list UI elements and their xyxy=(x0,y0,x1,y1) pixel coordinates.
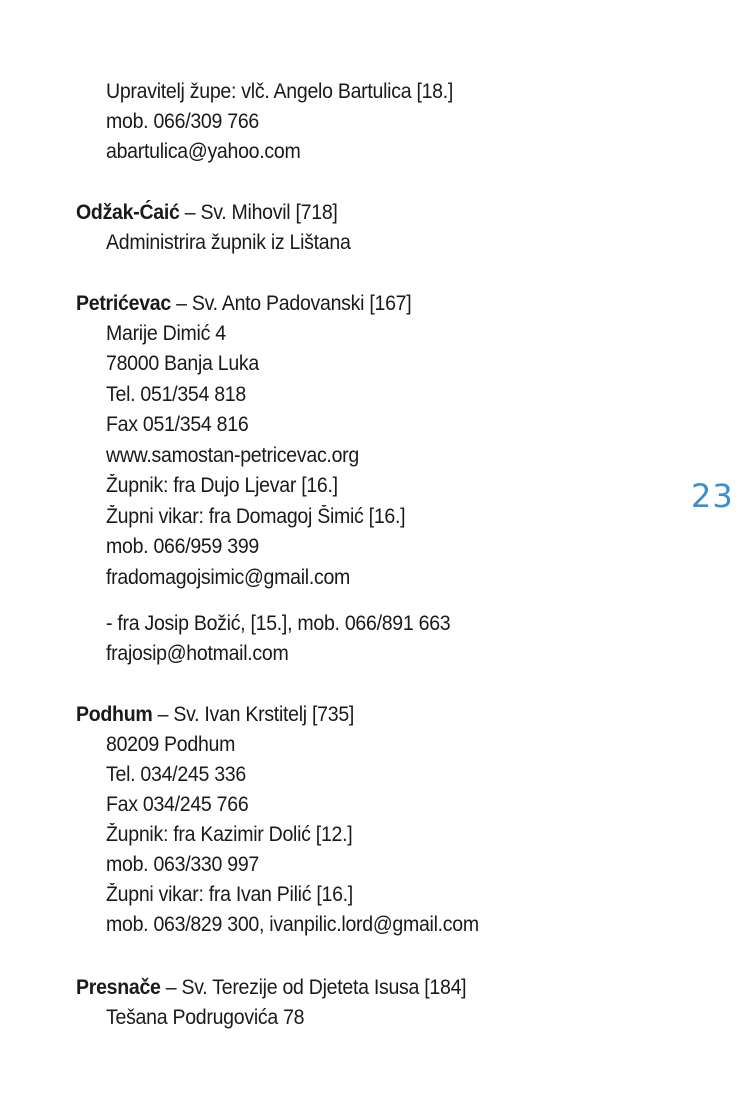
petricevac-fax: Fax 051/354 816 xyxy=(106,413,249,436)
parish-name: Petrićevac xyxy=(76,292,171,315)
petricevac-vicar: Župni vikar: fra Domagoj Šimić [16.] xyxy=(106,505,406,528)
petricevac-website: www.samostan-petricevac.org xyxy=(106,444,359,467)
page-number: 23 xyxy=(691,477,734,515)
parish-patron: – Sv. Mihovil [718] xyxy=(179,201,338,224)
parish-patron: – Sv. Ivan Krstitelj [735] xyxy=(152,703,355,726)
petricevac-friar-email: frajosip@hotmail.com xyxy=(106,642,289,665)
petricevac-city: 78000 Banja Luka xyxy=(106,352,259,375)
parish-name: Presnače xyxy=(76,976,161,999)
parish-heading-podhum xyxy=(76,702,354,728)
podhum-vicar-contact: mob. 063/829 300, ivanpilic.lord@gmail.com xyxy=(106,913,479,936)
parish-patron: – Sv. Terezije od Djeteta Isusa [184] xyxy=(160,976,467,999)
petricevac-phone: Tel. 051/354 818 xyxy=(106,383,246,406)
parish-heading-presnace xyxy=(76,975,466,1001)
podhum-pastor-mobile: mob. 063/330 997 xyxy=(106,853,259,876)
petricevac-friar-line: - fra Josip Božić, [15.], mob. 066/891 663 xyxy=(106,612,451,635)
podhum-phone: Tel. 034/245 336 xyxy=(106,763,246,786)
odzak-admin-note: Administrira župnik iz Lištana xyxy=(106,231,351,254)
presnace-address: Tešana Podrugovića 78 xyxy=(106,1006,305,1029)
parish-name: Podhum xyxy=(76,703,153,726)
podhum-fax: Fax 034/245 766 xyxy=(106,793,249,816)
petricevac-vicar-mobile: mob. 066/959 399 xyxy=(106,535,259,558)
parish-heading-odzak xyxy=(76,200,338,226)
podhum-vicar: Župni vikar: fra Ivan Pilić [16.] xyxy=(106,883,353,906)
petricevac-pastor: Župnik: fra Dujo Ljevar [16.] xyxy=(106,474,338,497)
parish-name: Odžak-Ćaić xyxy=(76,201,180,224)
parish-heading-petricevac xyxy=(76,291,411,317)
administrator-line: Upravitelj župe: vlč. Angelo Bartulica [18.] xyxy=(106,80,454,103)
petricevac-address: Marije Dimić 4 xyxy=(106,322,226,345)
administrator-mobile: mob. 066/309 766 xyxy=(106,110,259,133)
podhum-address: 80209 Podhum xyxy=(106,733,236,756)
podhum-pastor: Župnik: fra Kazimir Dolić [12.] xyxy=(106,823,353,846)
parish-patron: – Sv. Anto Padovanski [167] xyxy=(170,292,412,315)
administrator-email: abartulica@yahoo.com xyxy=(106,140,301,163)
petricevac-vicar-email: fradomagojsimic@gmail.com xyxy=(106,566,351,589)
